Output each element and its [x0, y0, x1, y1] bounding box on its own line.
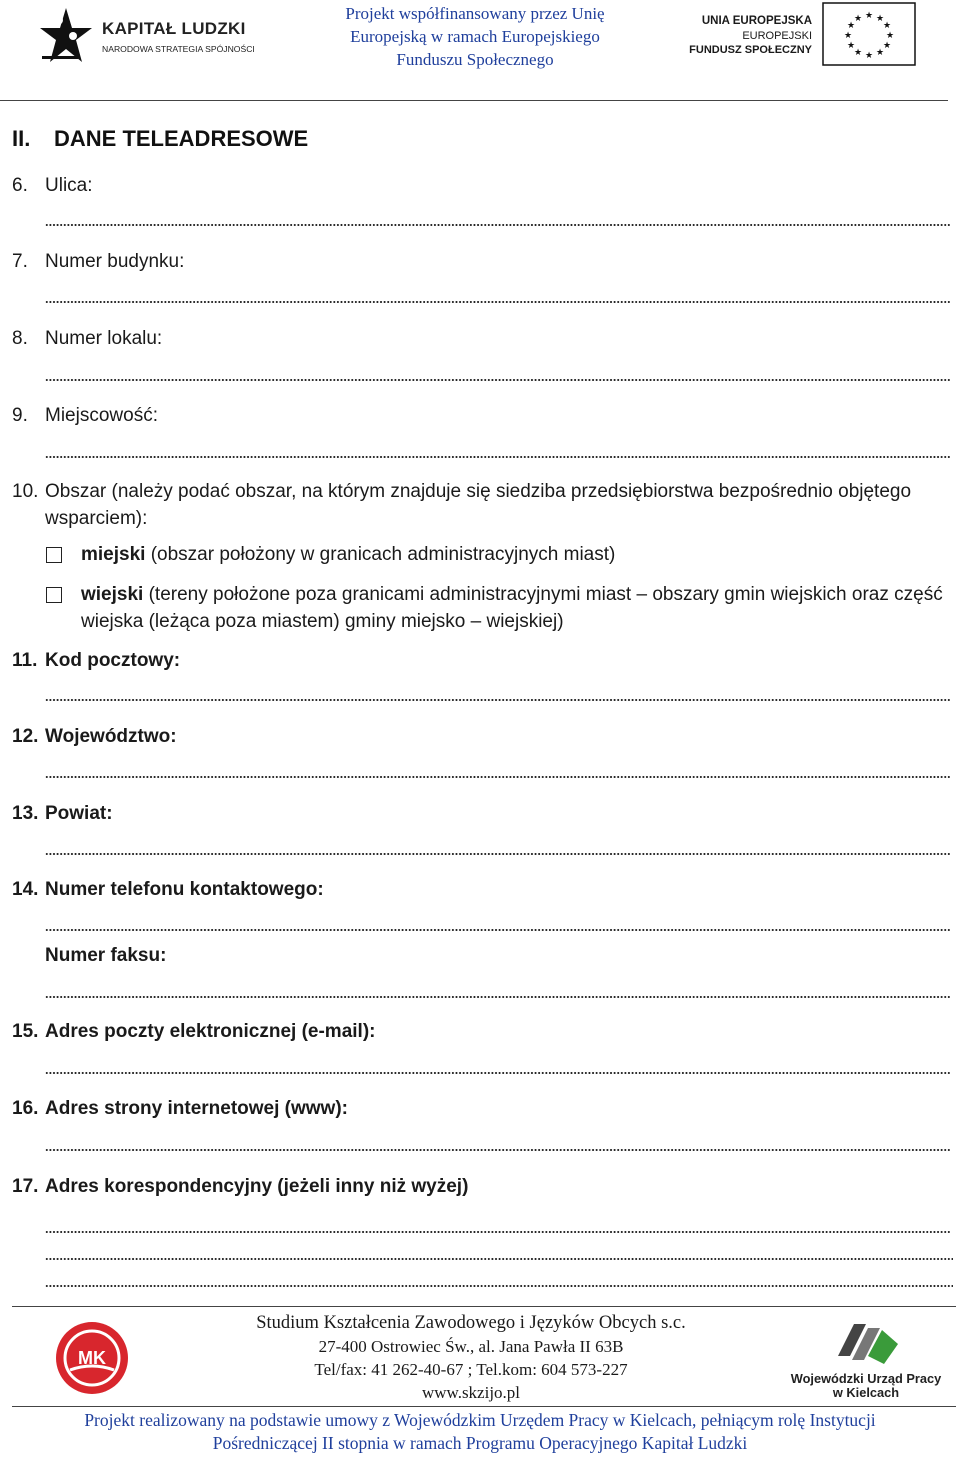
kapital-ludzki-title: KAPITAŁ LUDZKI	[102, 19, 246, 38]
field-number: 15.	[12, 1021, 39, 1042]
section-heading	[12, 126, 308, 152]
field-label-text: Adres korespondencyjny (jeżeli inny niż wyżej)	[45, 1176, 469, 1197]
eu-line-3: FUNDUSZ SPOŁECZNY	[689, 44, 812, 56]
phone-fill-line[interactable]	[45, 928, 950, 932]
field-number: 16.	[12, 1098, 39, 1119]
rural-option-bold: wiejski	[81, 584, 144, 605]
project-note	[0, 1409, 960, 1455]
city-fill-line[interactable]	[45, 455, 950, 459]
field-label-text: Numer faksu:	[45, 945, 167, 966]
field-number: 10.	[12, 481, 39, 502]
field-number: 6.	[12, 175, 28, 196]
building-number-fill-line[interactable]	[45, 300, 950, 304]
apartment-number-fill-line[interactable]	[45, 378, 950, 382]
svg-text:★: ★	[864, 11, 874, 21]
wup-line-1: Wojewódzki Urząd Pracy	[790, 1371, 942, 1386]
svg-text:★: ★	[882, 41, 892, 51]
eu-flag-icon	[822, 2, 916, 66]
urban-option-bold: miejski	[81, 544, 146, 565]
svg-text:★: ★	[864, 51, 874, 61]
eu-line-2: EUROPEJSKI	[742, 30, 812, 42]
correspondence-fill-line-2[interactable]	[45, 1257, 953, 1261]
school-name: Studium Kształcenia Zawodowego i Języków Obcych s.c.	[256, 1313, 686, 1333]
svg-text:★: ★	[875, 48, 885, 58]
urban-option-label	[81, 541, 946, 568]
project-line: Pośredniczącej II stopnia w ramach Programu Operacyjnego Kapitał Ludzki	[212, 1433, 748, 1453]
field-label-text: Adres strony internetowej (www):	[45, 1098, 348, 1119]
kapital-ludzki-logo	[38, 6, 268, 68]
school-info	[236, 1312, 706, 1404]
project-line: Projekt realizowany na podstawie umowy z Wojewódzkim Urzędem Pracy w Kielcach, pełniącym rolę Instytucji	[84, 1410, 876, 1430]
field-label-text: Ulica:	[45, 175, 93, 196]
wup-kielce-logo	[780, 1316, 952, 1400]
field-number: 9.	[12, 405, 28, 426]
field-number: 7.	[12, 251, 28, 272]
field-label-text: Miejscowość:	[45, 405, 158, 426]
urban-option-desc: (obszar położony w granicach administracyjnych miast)	[145, 544, 616, 565]
cofinancing-line: Projekt współfinansowany przez Unię	[345, 4, 605, 23]
cofinancing-line: Europejską w ramach Europejskiego	[350, 27, 600, 46]
county-fill-line[interactable]	[45, 852, 950, 856]
page-header	[0, 0, 960, 102]
rural-option-label	[81, 581, 946, 635]
field-number: 12.	[12, 726, 39, 747]
field-number: 11.	[12, 650, 38, 671]
wup-logo-text	[780, 1372, 952, 1400]
field-number: 14.	[12, 879, 39, 900]
svg-text:★: ★	[882, 21, 892, 31]
field-label-text: Numer telefonu kontaktowego:	[45, 879, 324, 900]
field-number: 17.	[12, 1176, 39, 1197]
fax-fill-line[interactable]	[45, 995, 950, 999]
correspondence-fill-line-1[interactable]	[45, 1230, 950, 1234]
header-divider	[0, 100, 948, 101]
field-area-question	[12, 478, 942, 534]
voivodeship-fill-line[interactable]	[45, 775, 950, 779]
postal-code-fill-line[interactable]	[45, 698, 950, 702]
website-fill-line[interactable]	[45, 1148, 950, 1152]
field-label-text: Kod pocztowy:	[45, 650, 181, 671]
kapital-ludzki-star-icon	[38, 6, 94, 68]
cofinancing-line: Funduszu Społecznego	[396, 50, 554, 69]
field-number: 13.	[12, 803, 39, 824]
eu-logo-text	[682, 13, 812, 57]
field-area-text: Obszar (należy podać obszar, na którym znajduje się siedziba przedsiębiorstwa bezpośrednio objętego wsparciem):	[45, 481, 912, 529]
footer-divider-bottom	[12, 1406, 956, 1407]
svg-text:★: ★	[846, 21, 856, 31]
svg-text:★: ★	[885, 31, 895, 41]
area-option-rural[interactable]	[46, 581, 946, 637]
svg-text:★: ★	[875, 14, 885, 24]
wup-logo-icon	[832, 1316, 902, 1368]
correspondence-fill-line-3[interactable]	[45, 1284, 953, 1288]
school-address: 27-400 Ostrowiec Św., al. Jana Pawła II 63B	[318, 1337, 624, 1356]
section-number: II.	[12, 126, 31, 151]
rural-option-desc: (tereny położone poza granicami administracyjnymi miast – obszary gmin wiejskich oraz część wiejska (leżąca poza miastem) gminy miejsko – wiejskiej)	[81, 584, 943, 632]
wup-line-2: w Kielcach	[832, 1385, 900, 1400]
svg-text:★: ★	[853, 48, 863, 58]
eu-logo	[682, 2, 922, 70]
kapital-ludzki-subtitle: NARODOWA STRATEGIA SPÓJNOŚCI	[102, 44, 255, 54]
rural-checkbox[interactable]	[46, 587, 62, 603]
urban-checkbox[interactable]	[46, 547, 62, 563]
field-label-text: Powiat:	[45, 803, 113, 824]
mk-logo-initials: MK	[78, 1348, 106, 1368]
area-option-urban[interactable]	[46, 541, 946, 568]
svg-text:★: ★	[853, 14, 863, 24]
field-number: 8.	[12, 328, 28, 349]
street-fill-line[interactable]	[45, 223, 950, 227]
cofinancing-note	[300, 2, 650, 71]
school-phones: Tel/fax: 41 262-40-67 ; Tel.kom: 604 573-227	[314, 1360, 628, 1379]
eu-line-1: UNIA EUROPEJSKA	[701, 15, 812, 27]
field-label-fax	[45, 945, 166, 967]
field-label-text: Numer budynku:	[45, 251, 185, 272]
field-label-text: Województwo:	[45, 726, 177, 747]
svg-text:★: ★	[846, 41, 856, 51]
section-title: DANE TELEADRESOWE	[54, 126, 309, 151]
mk-school-logo	[54, 1320, 130, 1396]
field-label-text: Numer lokalu:	[45, 328, 163, 349]
footer-divider	[12, 1306, 956, 1307]
svg-text:★: ★	[843, 31, 853, 41]
school-website: www.skzijo.pl	[421, 1383, 521, 1402]
field-label-text: Adres poczty elektronicznej (e-mail):	[45, 1021, 376, 1042]
email-fill-line[interactable]	[45, 1071, 950, 1075]
